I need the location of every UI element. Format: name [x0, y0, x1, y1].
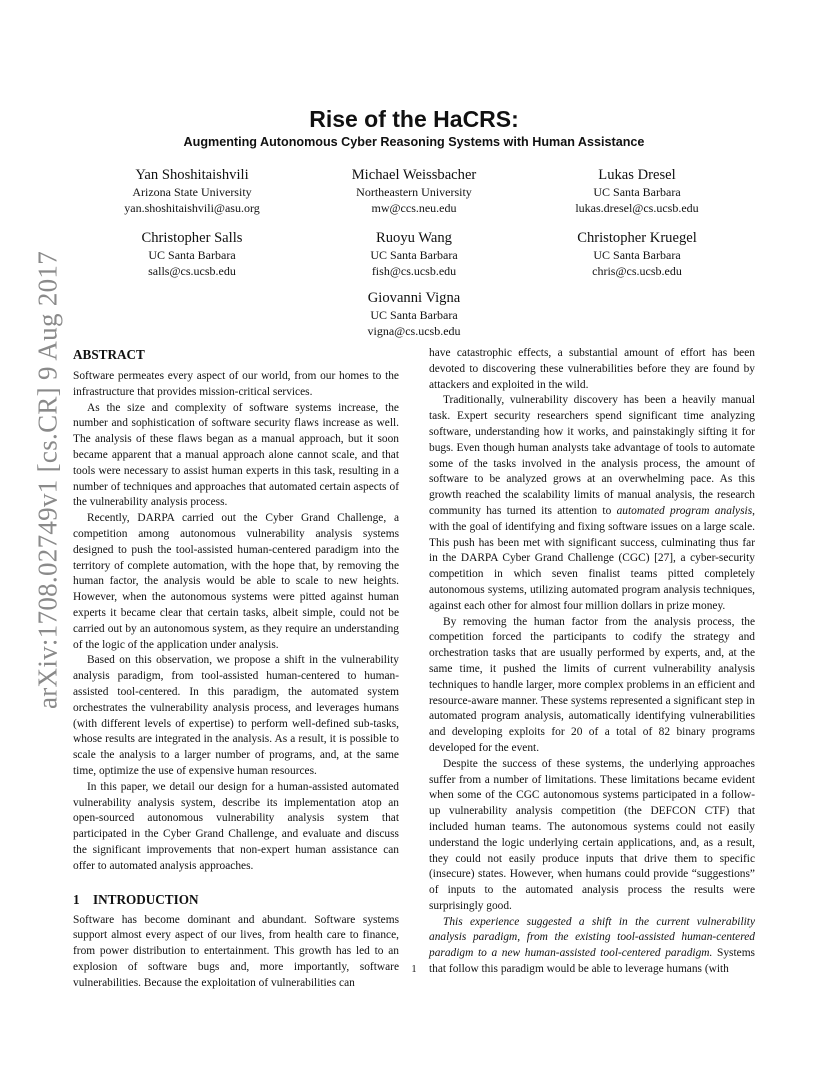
emphasis-text: This experience suggested a shift in the current vulnerability analysis paradigm, from the existing tool-assisted human-centered paradigm to a new human-assisted tool-centered paradigm. — [429, 915, 755, 960]
abstract-heading: ABSTRACT — [73, 347, 145, 362]
text-run: Traditionally, vulnerability discovery has been a heavily manual task. Expert security researchers spend significant time analyzing software, understanding how it works, and painstakingly sifting it for bugs. Even though human analysts take advantage of tools to automate some of the tasks involved in the analysis process, the amount of software to be analyzed grows at an overwhelming pace. As this growth reached the scalability limits of manual analysis, the research community has turned its attention to — [429, 394, 755, 517]
author-block — [527, 166, 747, 216]
body-paragraph — [429, 393, 755, 614]
body-paragraph: By removing the human factor from the analysis process, the competition forced the participants to codify the strategy and orchestration tasks that are usually performed by experts, and, at the same time, it pushed the limits of current vulnerability analysis techniques to handle larger, more complex problems in an efficient and resource-aware manner. These systems represented a significant step in automated program analysis, automatically identifying vulnerabilities and developing exploits for 20 of a total of 82 binary programs developed for the event. — [429, 615, 755, 754]
author-name: Michael Weissbacher — [351, 167, 477, 183]
author-email: vigna@cs.ucsb.edu — [367, 324, 461, 338]
author-block — [82, 166, 302, 216]
author-name: Lukas Dresel — [598, 167, 676, 183]
abstract-paragraph: Based on this observation, we propose a shift in the vulnerability analysis paradigm, from tool-assisted human-centered to human-assisted tool-centered. In this paradigm, the automated system orchestrates the vulnerability analysis process, and leverages humans (with different levels of expertise) to perform well-defined sub-tasks, whose results are integrated in the analysis. As a result, it is possible to scale the analysis to a larger number of programs, and, at the same time, optimize the use of expensive human resources. — [73, 654, 399, 777]
author-affiliation: UC Santa Barbara — [593, 185, 681, 199]
author-name: Ruoyu Wang — [376, 230, 452, 246]
author-email: chris@cs.ucsb.edu — [592, 264, 682, 278]
author-affiliation: UC Santa Barbara — [148, 248, 236, 262]
abstract-paragraph: As the size and complexity of software systems increase, the number and sophistication of software security flaws increase as well. The analysis of these flaws began as a manual approach, but it soon became apparent that a manual approach alone cannot scale, and that tools were necessary to assist human experts in this task, resulting in a number of techniques and approaches that automated certain aspects of the vulnerability analysis process. — [73, 401, 399, 509]
arxiv-identifier: arXiv:1708.02749v1 [cs.CR] 9 Aug 2017 — [32, 250, 63, 710]
author-email: yan.shoshitaishvili@asu.org — [124, 201, 260, 215]
section-title: INTRODUCTION — [93, 891, 199, 907]
author-name: Yan Shoshitaishvili — [135, 167, 249, 183]
left-column — [73, 346, 399, 991]
section-heading-introduction — [73, 891, 399, 909]
body-paragraph: have catastrophic effects, a substantial amount of effort has been devoted to discovering these vulnerabilities before they are found by attackers and exploited in the wild. — [429, 347, 755, 391]
author-email: lukas.dresel@cs.ucsb.edu — [575, 201, 699, 215]
author-affiliation: UC Santa Barbara — [593, 248, 681, 262]
emphasis-text: automated program analysis — [616, 504, 753, 517]
author-affiliation: Arizona State University — [132, 185, 252, 199]
author-name: Christopher Salls — [141, 230, 243, 246]
abstract-paragraph: Recently, DARPA carried out the Cyber Grand Challenge, a competition among autonomous vulnerability analysis systems designed to push the tool-assisted human-centered paradigm into the territory of complete automation, with the hope that, by removing the human factor, the analysis would be able to scale to new heights. However, when the autonomous systems were pitted against human experts it became clear that certain tasks, albeit simple, could not be carried out by an autonomous system, as they require an understanding of the logic of the application under analysis. — [73, 512, 399, 651]
abstract-paragraph: In this paper, we detail our design for a human-assisted automated vulnerability analysis system, describe its implementation atop an open-sourced autonomous vulnerability analysis system that participated in the Cyber Grand Challenge, and evaluate and discuss the significant improvements that non-expert human assistance can offer to automated analysis approaches. — [73, 780, 399, 872]
paper-subtitle: Augmenting Autonomous Cyber Reasoning Systems with Human Assistance — [183, 135, 645, 149]
author-block — [304, 289, 524, 339]
abstract-paragraph: Software permeates every aspect of our world, from our homes to the infrastructure that provides mission-critical services. — [73, 370, 399, 398]
text-run: , with the goal of identifying and fixing software issues on a large scale. This push has been met with significant success, culminating thus far in the DARPA Cyber Grand Challenge (CGC) [27], a cyber-security competition in which seven finalist teams pitted completely autonomous systems, utilizing automated program analysis techniques, against each other for almost four million dollars in prize money. — [429, 504, 755, 612]
author-block — [304, 166, 524, 216]
right-column — [429, 346, 755, 978]
author-email: mw@ccs.neu.edu — [371, 201, 457, 215]
page-number: 1 — [411, 964, 417, 975]
author-block — [527, 229, 747, 279]
author-affiliation: UC Santa Barbara — [370, 308, 458, 322]
author-name: Giovanni Vigna — [367, 290, 461, 306]
author-email: salls@cs.ucsb.edu — [148, 264, 236, 278]
text-run: Systems that follow this paradigm would be able to leverage humans (with — [429, 947, 755, 976]
paper-title: Rise of the HaCRS: — [309, 106, 519, 132]
author-block — [82, 229, 302, 279]
body-paragraph: Software has become dominant and abundant. Software systems support almost every aspect of our lives, from health care to finance, from power distribution to entertainment. This growth has led to an explosion of software bugs and, more importantly, software vulnerabilities. Because the exploitation of vulnerabilities can — [73, 913, 399, 989]
body-paragraph: Despite the success of these systems, the underlying approaches suffer from a number of limitations. These limitations became evident when some of the CGC autonomous systems participated in a follow-up vulnerability analysis competition (the DEFCON CTF) that included human teams. The autonomous systems could not easily understand the logic underlying certain applications, and, as a result, they could not easily produce inputs that drive them to specific (insecure) states. However, when humans could provide “suggestions” of inputs to the automated analysis process the results were surprisingly good. — [429, 757, 755, 912]
author-block — [304, 229, 524, 279]
author-email: fish@cs.ucsb.edu — [371, 264, 457, 278]
author-name: Christopher Kruegel — [577, 230, 697, 246]
author-affiliation: Northeastern University — [356, 185, 472, 199]
author-affiliation: UC Santa Barbara — [370, 248, 458, 262]
section-number: 1 — [73, 891, 80, 907]
